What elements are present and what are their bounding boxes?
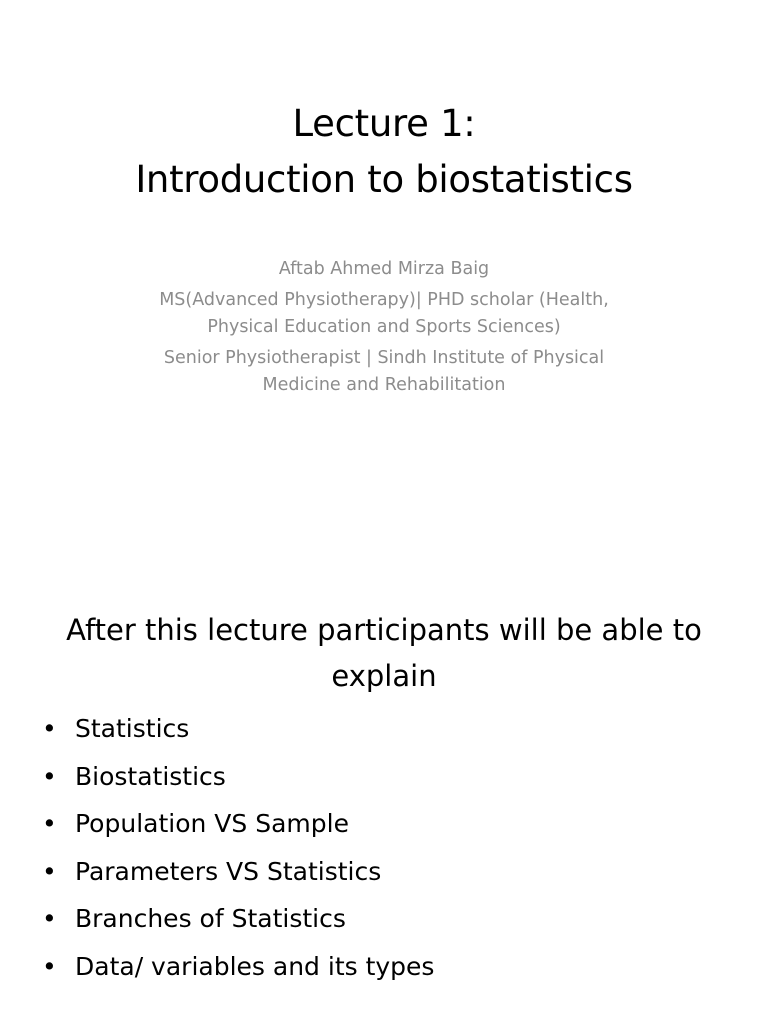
bullet-icon: • (42, 761, 57, 791)
objectives-heading: After this lecture participants will be able to explain (66, 613, 702, 693)
author-position: Senior Physiotherapist | Sindh Institute of Physical Medicine and Rehabilitation (163, 348, 605, 395)
bullet-icon: • (42, 714, 57, 743)
list-item (42, 713, 742, 745)
list-item-text: Population VS Sample (75, 809, 349, 838)
author-name: Aftab Ahmed Mirza Baig (278, 259, 490, 279)
slide-subtitle (140, 256, 628, 403)
list-item-text: Statistics (75, 714, 190, 743)
list-item (42, 951, 742, 983)
list-item (42, 903, 742, 935)
list-item (42, 761, 742, 793)
title-line: Lecture 1: (292, 102, 476, 145)
title-line: Introduction to biostatistics (135, 158, 633, 201)
objectives-list (42, 713, 742, 998)
slide-title (0, 96, 768, 208)
list-item-text: Branches of Statistics (75, 904, 346, 933)
list-item-text: Parameters VS Statistics (75, 856, 382, 886)
bullet-icon: • (42, 856, 57, 886)
bullet-icon: • (42, 951, 57, 981)
bullet-icon: • (42, 904, 57, 933)
list-item-text: Biostatistics (75, 761, 226, 791)
list-item (42, 808, 742, 840)
author-degree: MS(Advanced Physiotherapy)| PHD scholar (Health, Physical Education and Sports Sciences) (159, 290, 609, 337)
list-item (42, 856, 742, 888)
objectives-slide (0, 560, 768, 1024)
bullet-icon: • (42, 809, 57, 838)
list-item-text: Data/ variables and its types (75, 951, 435, 981)
